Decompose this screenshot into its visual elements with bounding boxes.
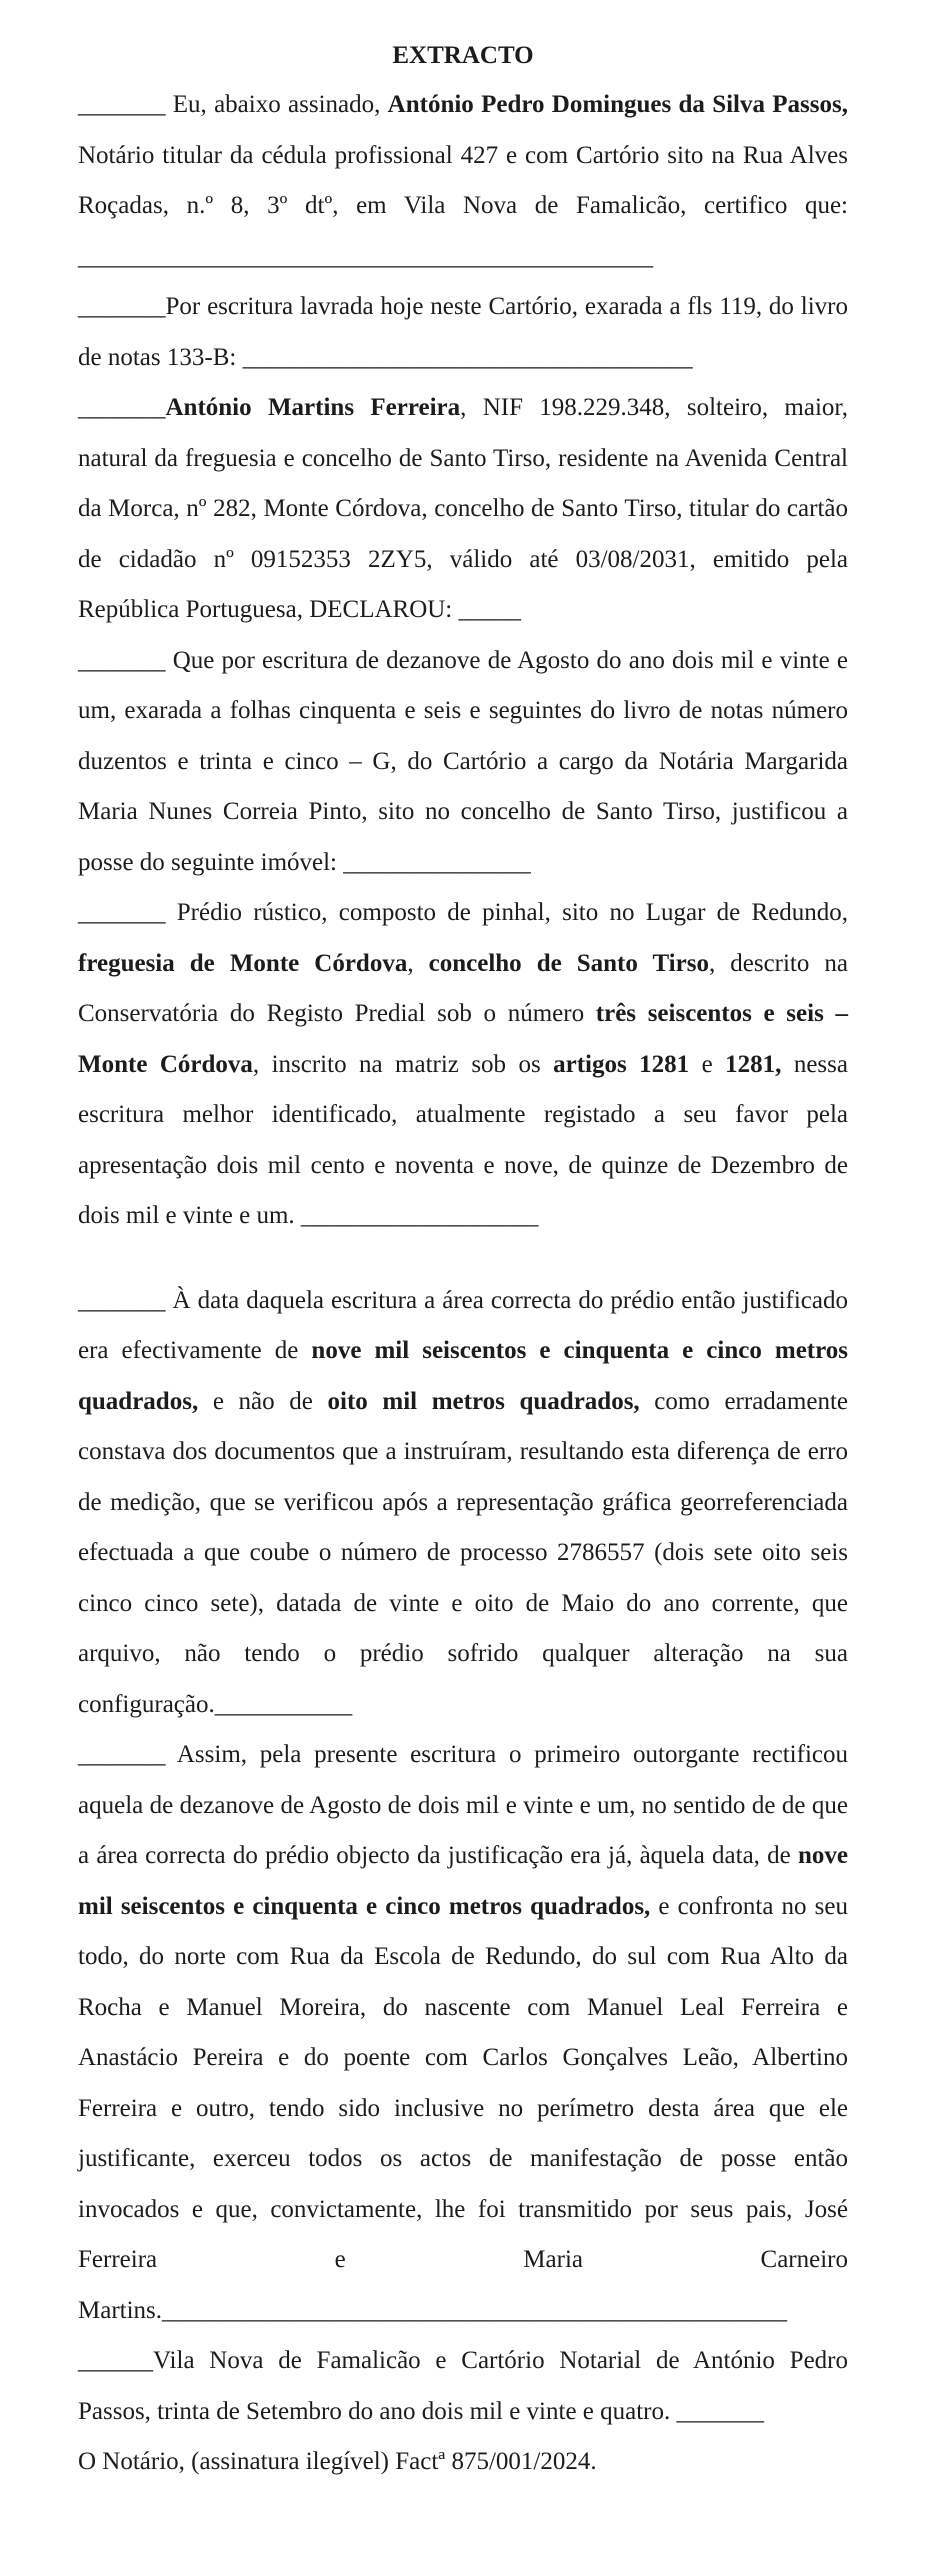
- bold-text-segment: nove mil seiscentos e cinquenta e cinco metros quadrados,: [78, 1842, 848, 1920]
- bold-text-segment: 1281,: [725, 1050, 782, 1078]
- text-segment: _______Por escritura lavrada hoje neste Cartório, exarada a fls 119, do livro de notas 133-B: ____________________________________: [78, 293, 848, 371]
- text-segment: _______ Que por escritura de dezanove de Agosto do ano dois mil e vinte e um, exarada a folhas cinquenta e seis e seguintes do livro de notas número duzentos e trinta e cinco – G, do Cartório a cargo da Notária Margarida Maria Nunes Correia Pinto, sito no concelho de Santo Tirso, justificou a posse do seguinte imóvel: _______________: [78, 646, 848, 876]
- text-segment: , descrito na Conservatória do Registo Predial sob o número: [78, 949, 849, 1027]
- bold-text-segment: António Martins Ferreira: [165, 394, 461, 421]
- paragraph: [78, 80, 848, 282]
- text-segment: ,: [407, 949, 429, 977]
- bold-text-segment: concelho de Santo Tirso: [428, 949, 709, 977]
- text-segment: , inscrito na matriz sob os: [252, 1050, 554, 1078]
- paragraph: [78, 2336, 848, 2437]
- paragraph: [78, 888, 848, 1242]
- paragraph: [78, 2437, 848, 2488]
- document-body: [78, 80, 848, 2488]
- bold-text-segment: artigos 1281: [553, 1050, 690, 1078]
- text-segment: _______ Prédio rústico, composto de pinhal, sito no Lugar de Redundo,: [78, 899, 848, 926]
- bold-text-segment: nove mil seiscentos e cinquenta e cinco metros quadrados,: [78, 1337, 848, 1415]
- paragraph: [78, 1730, 848, 2336]
- text-segment: _______ Assim, pela presente escritura o primeiro outorgante rectificou aquela de dezanove de Agosto de dois mil e vinte e um, no sentido de de que a área correcta do prédio objecto da justificação era já, àquela data, de: [78, 1741, 848, 1869]
- text-segment: e não de: [198, 1387, 328, 1415]
- bold-text-segment: oito mil metros quadrados,: [327, 1387, 640, 1415]
- paragraph: [78, 1276, 848, 1731]
- text-segment: e confronta no seu todo, do norte com Rua da Escola de Redundo, do sul com Rua Alto da Rocha e Manuel Moreira, do nascente com Manuel Leal Ferreira e Anastácio Pereira e do poente com Carlos Gonçalves Leão, Albertino Ferreira e outro, tendo sido inclusive no perímetro desta área que ele justificante, exerceu todos os actos de manifestação de posse então invocados e que, convictamente, lhe foi transmitido por seus pais, José Ferreira e Maria Carneiro Martins.__________________________________________________: [78, 1892, 848, 2324]
- bold-text-segment: freguesia de Monte Córdova: [78, 949, 408, 977]
- document-title: EXTRACTO: [392, 42, 534, 69]
- text-segment: , NIF 198.229.348, solteiro, maior, natural da freguesia e concelho de Santo Tirso, residente na Avenida Central da Morca, nº 282, Monte Córdova, concelho de Santo Tirso, titular do cartão de cidadão nº 09152353 2ZY5, válido até 03/08/2031, emitido pela República Portuguesa, DECLAROU: _____: [78, 394, 848, 623]
- text-segment: _______ À data daquela escritura a área correcta do prédio então justificado era efectivamente de: [78, 1286, 848, 1364]
- text-segment: O Notário, (assinatura ilegível) Factª 875/001/2024.: [78, 2448, 597, 2475]
- paragraph: [78, 636, 848, 889]
- text-segment: nessa escritura melhor identificado, atualmente registado a seu favor pela apresentação dois mil cento e noventa e nove, de quinze de Dezembro de dois mil e vinte e um. ___________________: [78, 1050, 848, 1229]
- text-segment: e: [689, 1050, 726, 1078]
- text-segment: Notário titular da cédula profissional 427 e com Cartório sito na Rua Alves Roçadas, n.º 8, 3º dtº, em Vila Nova de Famalicão, certifico que: ______________________________________________: [78, 141, 848, 270]
- bold-text-segment: três seiscentos e seis – Monte Córdova: [78, 1000, 848, 1078]
- text-segment: como erradamente constava dos documentos que a instruíram, resultando esta diferença de erro de medição, que se verificou após a representação gráfica georreferenciada efectuada a que coube o número de processo 2786557 (dois sete oito seis cinco cinco sete), datada de vinte e oito de Maio do ano corrente, que arquivo, não tendo o prédio sofrido qualquer alteração na sua configuração.___________: [78, 1387, 848, 1718]
- text-segment: ______Vila Nova de Famalicão e Cartório Notarial de António Pedro Passos, trinta de Setembro do ano dois mil e vinte e quatro. _______: [78, 2347, 848, 2425]
- bold-text-segment: António Pedro Domingues da Silva Passos,: [387, 91, 848, 118]
- text-segment: _______: [78, 394, 166, 421]
- paragraph: [78, 383, 848, 636]
- paragraph: [78, 282, 848, 383]
- text-segment: _______ Eu, abaixo assinado,: [78, 91, 388, 118]
